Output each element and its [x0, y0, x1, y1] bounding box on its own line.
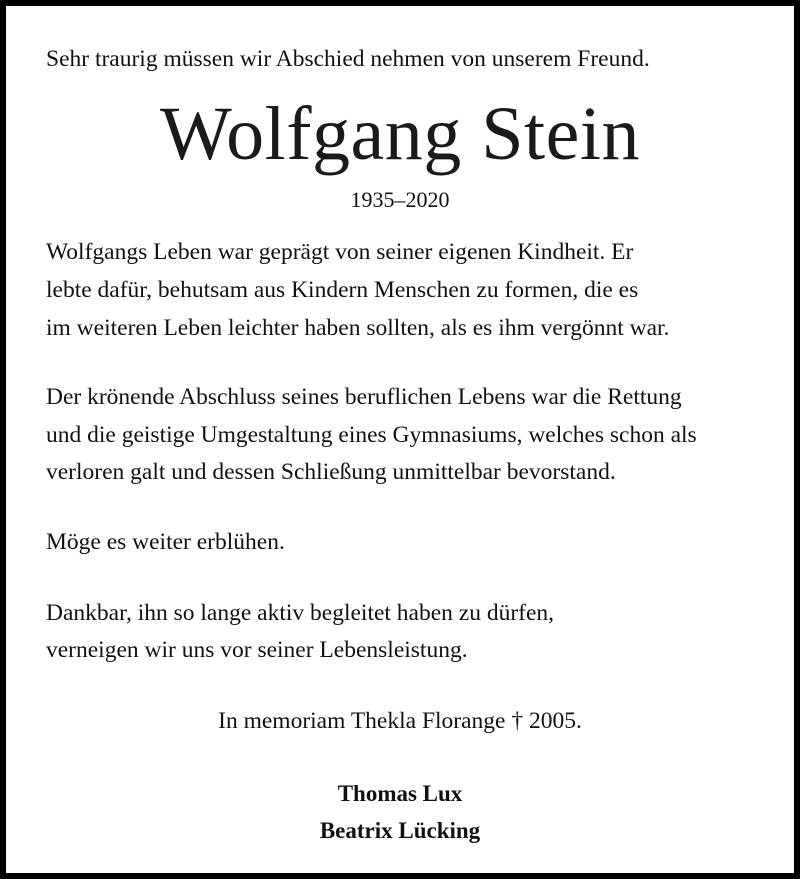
signatory-name: Beatrix Lücking [319, 818, 481, 843]
paragraph-line: verneigen wir uns vor seiner Lebensleistung. [46, 637, 468, 663]
paragraph-line: Wolfgangs Leben war geprägt von seiner eigenen Kindheit. Er [46, 239, 634, 265]
life-years: 1935–2020 [350, 187, 450, 212]
paragraph-line: lebte dafür, behutsam aus Kindern Menschen zu formen, die es [46, 277, 639, 303]
intro-text: Sehr traurig müssen wir Abschied nehmen von unserem Freund. [46, 46, 650, 72]
paragraph-line: Möge es weiter erblühen. [46, 529, 285, 555]
paragraph-line: verloren galt und dessen Schließung unmittelbar bevorstand. [46, 459, 616, 485]
signatory-name: Thomas Lux [337, 781, 463, 806]
paragraph-line: Der krönende Abschluss seines beruflichen Lebens war die Rettung [46, 384, 682, 410]
deceased-name: Wolfgang Stein [159, 92, 641, 176]
paragraph-line: Dankbar, ihn so lange aktiv begleitet haben zu dürfen, [46, 600, 555, 626]
memoriam-text: In memoriam Thekla Florange † 2005. [218, 708, 582, 734]
paragraph-line: im weiteren Leben leichter haben sollten, als es ihm vergönnt war. [46, 315, 670, 341]
paragraph-line: und die geistige Umgestaltung eines Gymnasiums, welches schon als [46, 422, 697, 448]
